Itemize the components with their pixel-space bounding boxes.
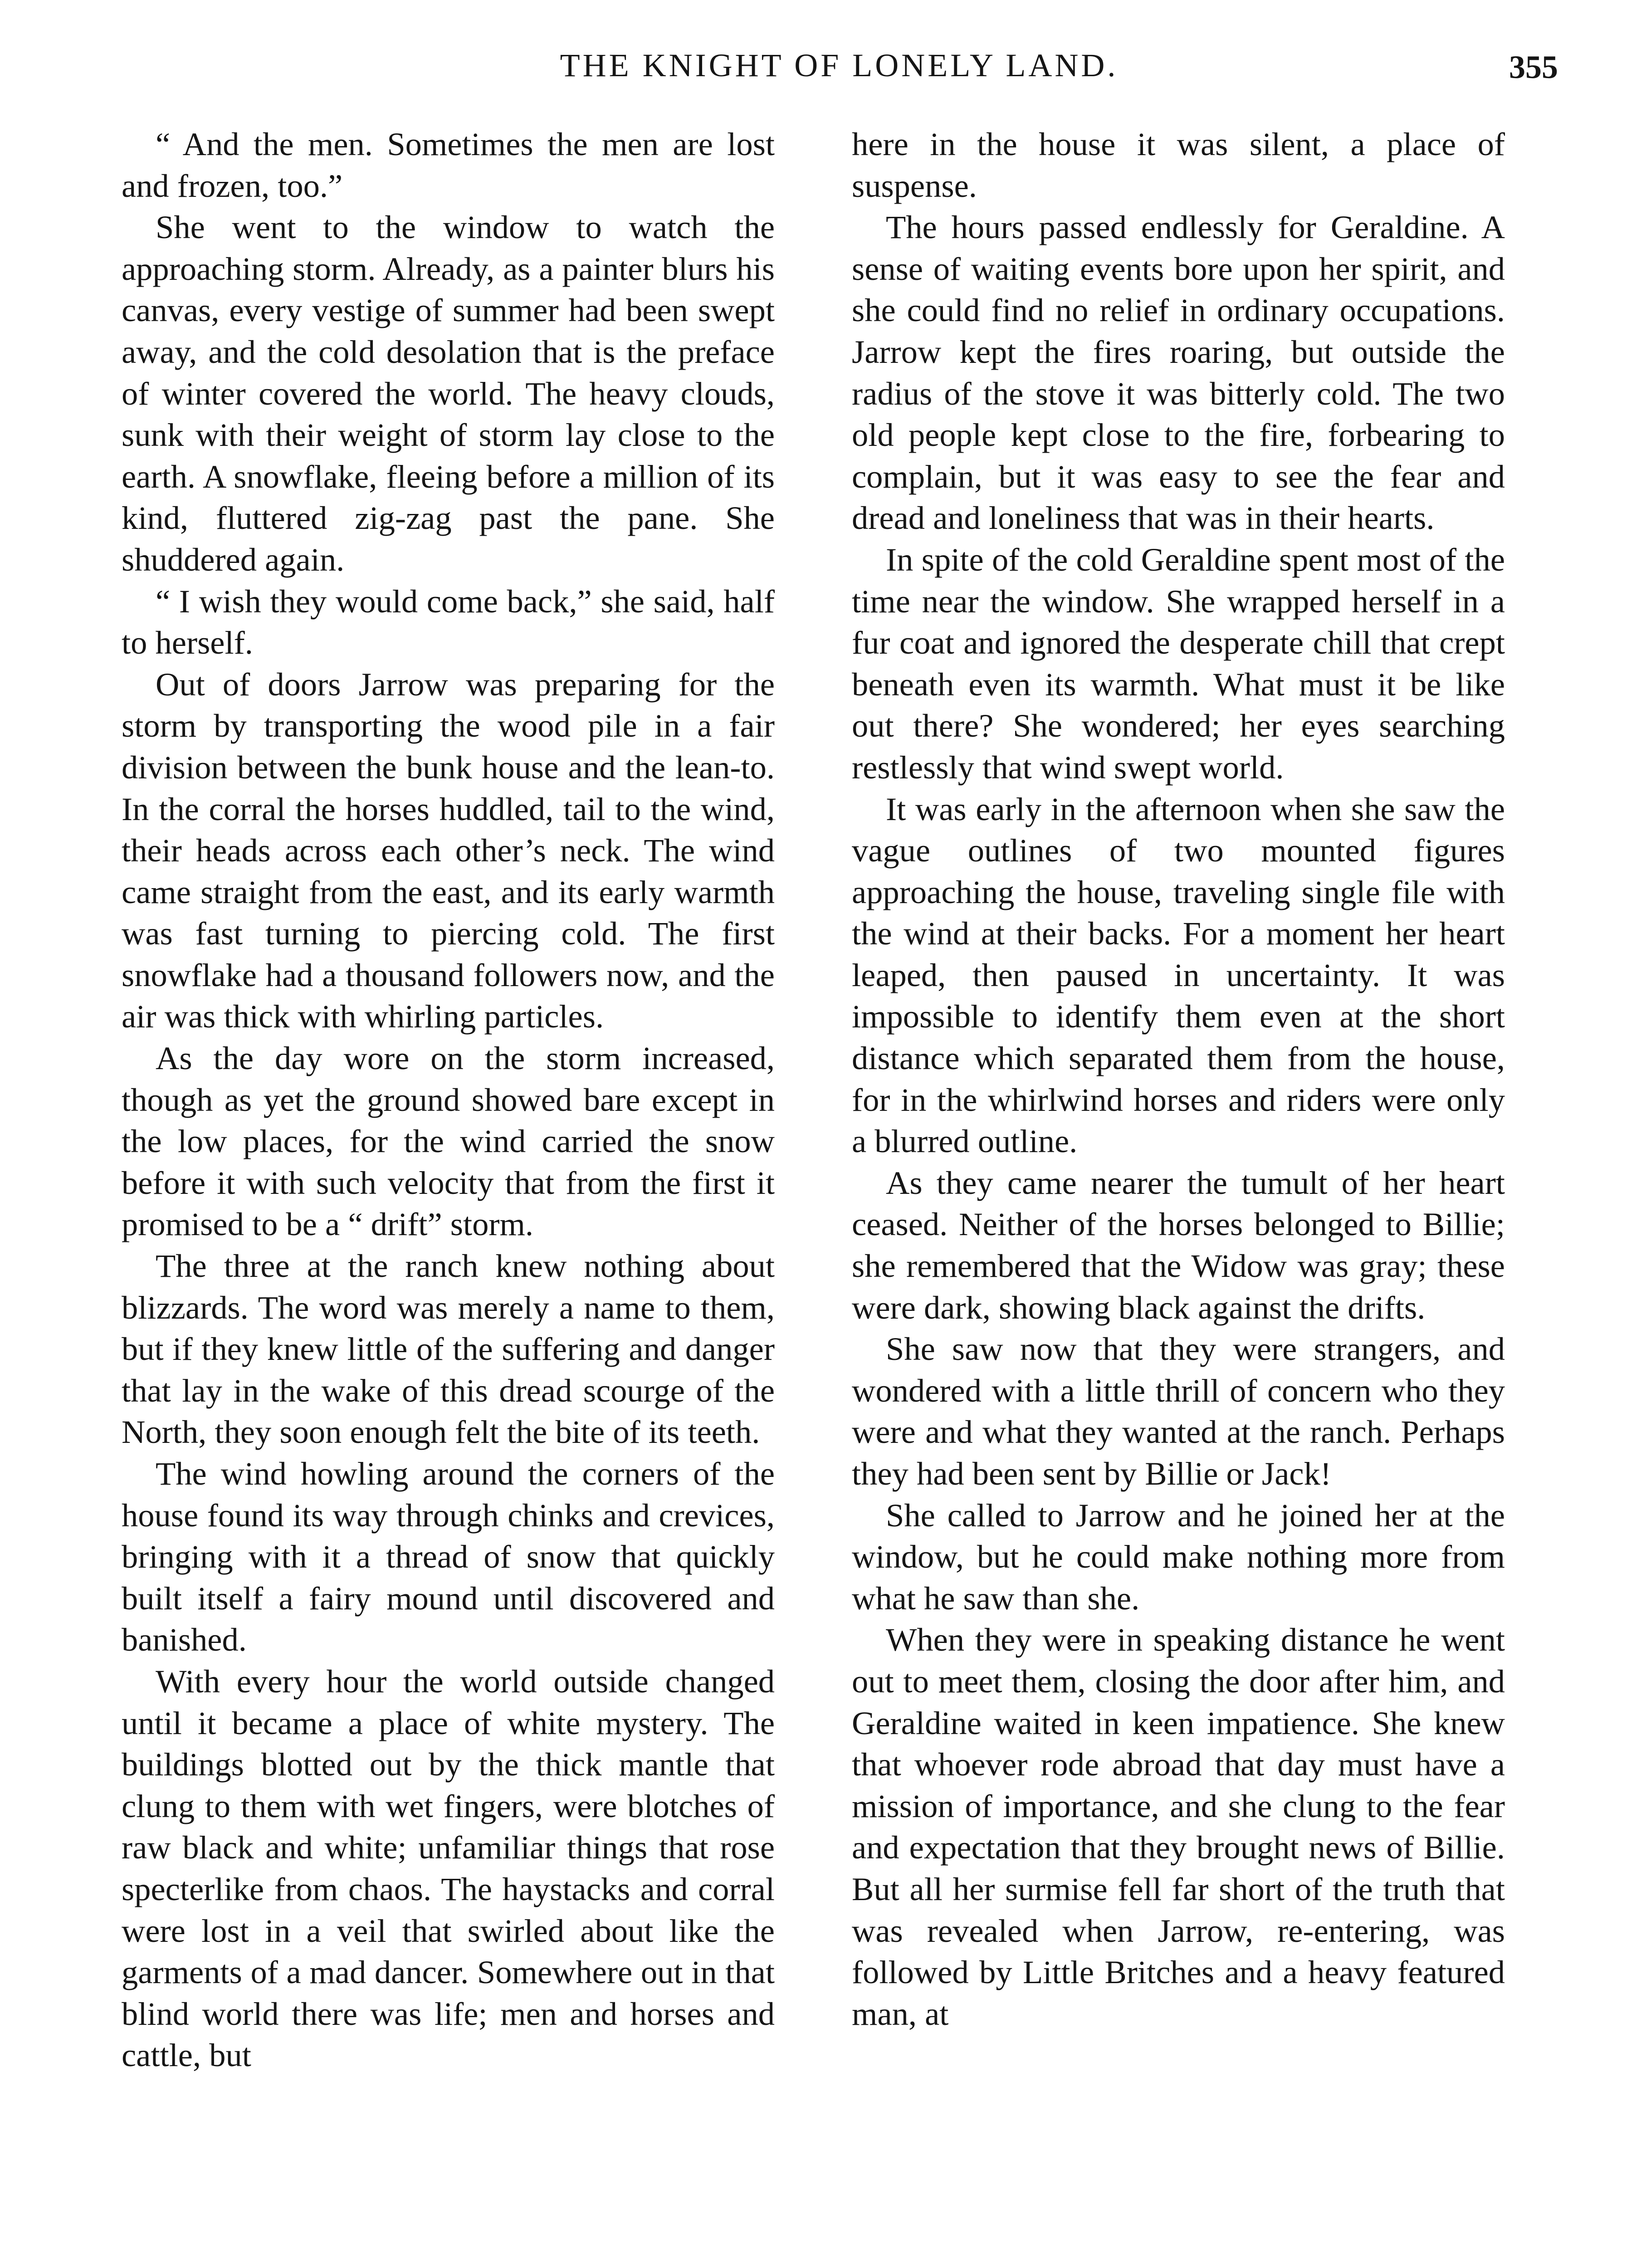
left-column [122,123,775,2076]
continued-paragraph: here in the house it was silent, a place of suspense. [852,126,1505,204]
paragraph: When they were in speaking distance he went out to meet them, closing the door after him, and Geraldine waited in keen impatience. She knew that whoever rode abroad that day must have a mission of importance, and she clung to the fear and expectation that they brought news of Billie. But all her surmise fell far short of the truth that was revealed when Jarrow, re-entering, was followed by Little Britches and a heavy featured man, at [852,1621,1505,2032]
paragraph: The three at the ranch knew nothing about blizzards. The word was merely a name to them, but if they knew little of the suffering and danger that lay in the wake of this dread scourge of the North, they soon enough felt the bite of its teeth. [122,1247,775,1451]
paragraph: It was early in the afternoon when she saw the vague outlines of two mounted figures approaching the house, traveling single file with the wind at their backs. For a moment her heart leaped, then paused in uncertainty. It was impossible to identify them even at the short distance which separated them from the house, for in the whirlwind horses and riders were only a blurred outline. [852,790,1505,1160]
paragraph: “ I wish they would come back,” she said, half to herself. [122,582,775,661]
paragraph: The hours passed endlessly for Geraldine. A sense of waiting events bore upon her spirit, and she could find no relief in ordinary occupations. Jarrow kept the fires roaring, but outside the radius of the stove it was bitterly cold. The two old people kept close to the fire, forbearing to complain, but it was easy to see the fear and dread and loneliness that was in their hearts. [852,209,1505,537]
page-number: 355 [1509,49,1558,85]
paragraph: “ And the men. Sometimes the men are lost and frozen, too.” [122,126,775,204]
paragraph: In spite of the cold Geraldine spent most of the time near the window. She wrapped herself in a fur coat and ignored the desperate chill that crept beneath even its warmth. What must it be like out there? She wondered; her eyes searching restlessly that wind swept world. [852,541,1505,786]
paragraph: Out of doors Jarrow was preparing for the storm by transporting the wood pile in a fair division between the bunk house and the lean-to. In the corral the horses huddled, tail to the wind, their heads across each other’s neck. The wind came straight from the east, and its early warmth was fast turning to piercing cold. The first snowflake had a thousand followers now, and the air was thick with whirling particles. [122,665,775,1035]
paragraph: She called to Jarrow and he joined her at the window, but he could make nothing more from what he saw than she. [852,1496,1505,1617]
right-column [852,123,1505,2034]
running-title: THE KNIGHT OF LONELY LAND. [560,47,1119,83]
paragraph: As the day wore on the storm increased, though as yet the ground showed bare except in the low places, for the wind carried the snow before it with such velocity that from the first it promised to be a “ drift” storm. [122,1040,775,1243]
paragraph: The wind howling around the corners of the house found its way through chinks and crevices, bringing with it a thread of snow that quickly built itself a fairy mound until discovered and banished. [122,1455,775,1658]
paragraph: She saw now that they were strangers, and wondered with a little thrill of concern who they were and what they wanted at the ranch. Perhaps they had been sent by Billie or Jack! [852,1330,1505,1492]
paragraph: She went to the window to watch the approaching storm. Already, as a painter blurs his canvas, every vestige of summer had been swept away, and the cold desolation that is the preface of winter covered the world. The heavy clouds, sunk with their weight of storm lay close to the earth. A snowflake, fleeing before a million of its kind, fluttered zig-zag past the pane. She shuddered again. [122,209,775,578]
paragraph: With every hour the world outside changed until it became a place of white mystery. The buildings blotted out by the thick mantle that clung to them with wet fingers, were blotches of raw black and white; unfamiliar things that rose specterlike from chaos. The haystacks and corral were lost in a veil that swirled about like the garments of a mad dancer. Somewhere out in that blind world there was life; men and horses and cattle, but [122,1662,775,2074]
paragraph: As they came nearer the tumult of her heart ceased. Neither of the horses belonged to Billie; she remembered that the Widow was gray; these were dark, showing black against the drifts. [852,1164,1505,1326]
